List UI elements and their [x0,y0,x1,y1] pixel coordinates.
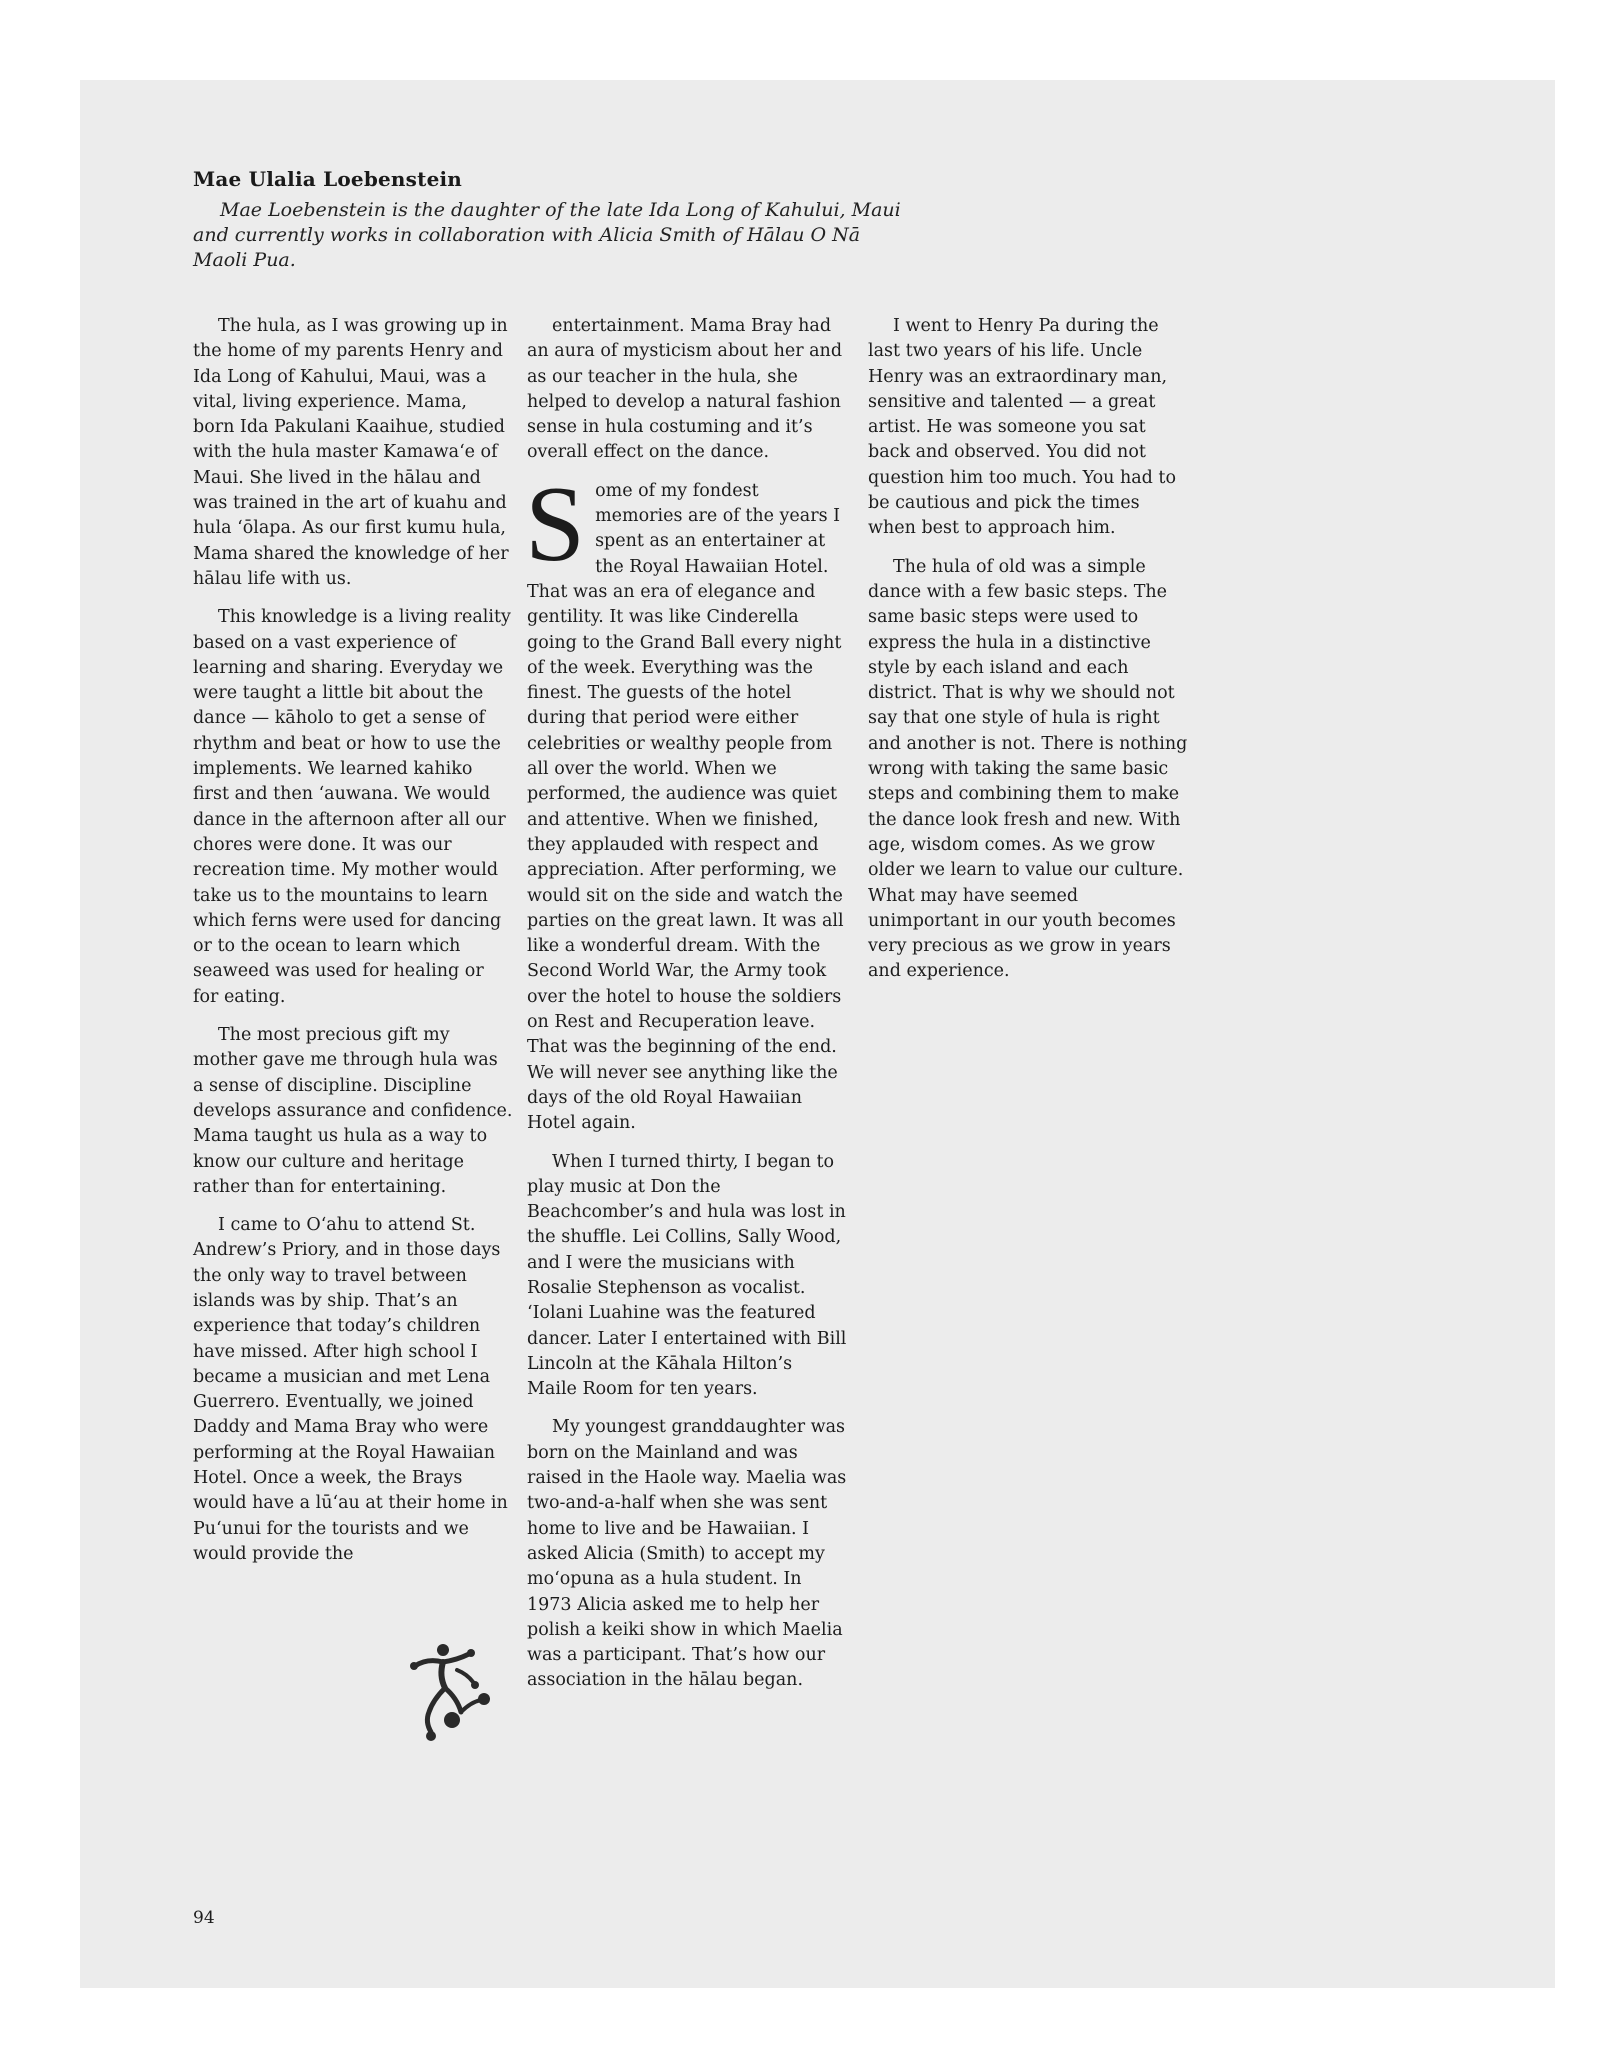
drop-cap-letter: S [525,464,586,584]
paragraph: When I turned thirty, I began to play music at Don the Beachcomber’s and hula was lost in the shuffle. Lei Collins, Sally Wood, and I were the musicians with Rosalie Stephenson as vocalist. ‘Iolani Luahine was the featured dancer. Later I entertained with Bill Lincoln at the Kāhala Hilton’s Maile Room for ten years. [527,1151,847,1400]
paragraph: I went to Henry Pa during the last two years of his life. Uncle Henry was an extraordinary man, sensitive and talented — a great artist. He was someone you sat back and observed. You did not question him too much. You had to be cautious and pick the times when best to approach him. [868,316,1177,539]
paragraph: The hula of old was a simple dance with a few basic steps. The same basic steps were used to express the hula in a distinctive style by each island and each district. That is why we should not say that one style of hula is right and another is not. There is nothing wrong with taking the same basic steps and combining them to make the dance look fresh and new. With age, wisdom comes. As we grow older we learn to value our culture. What may have seemed unimportant in our youth becomes very precious as we grow in years and experience. [868,556,1188,982]
paragraph: The hula, as I was growing up in the home of my parents Henry and Ida Long of Kahului, Maui, was a vital, living experience. Mama, born Ida Pakulani Kaaihue, studied with the hula master Kamawa‘e of Maui. She lived in the hālau and was trained in the art of kuahu and hula ‘ōlapa. As our first kumu hula, Mama shared the knowledge of her hālau life with us. [193,316,509,589]
text-column-1 [193,314,513,1580]
paragraph: My youngest granddaughter was born on the Mainland and was raised in the Haole way. Maelia was two-and-a-half when she was sent home to live and be Hawaiian. I asked Alicia (Smith) to accept my mo‘opuna as a hula student. In 1973 Alicia asked me to help her polish a keiki show in which Maelia was a participant. That’s how our association in the hālau began. [527,1417,847,1691]
text-column-3 [868,314,1188,998]
petroglyph-figure-icon [405,1640,495,1745]
paragraph: entertainment. Mama Bray had an aura of mysticism about her and as our teacher in the hula, she helped to develop a natural fashion sense in hula costuming and it’s overall effect on the dance. [527,316,843,463]
paragraph: This knowledge is a living reality based on a vast experience of learning and sharing. Everyday we were taught a little bit about the dance — kāholo to get a sense of rhythm and beat or how to use the implements. We learned kahiko first and then ‘auwana. We would dance in the afternoon after all our chores were done. It was our recreation time. My mother would take us to the mountains to learn which ferns were used for dancing or to the ocean to learn which seaweed was used for healing or for eating. [193,607,511,1007]
paragraph: I came to O‘ahu to attend St. Andrew’s Priory, and in those days the only way to travel between islands was by ship. That’s an experience that today’s children have missed. After high school I became a musician and met Lena Guerrero. Eventually, we joined Daddy and Mama Bray who were performing at the Royal Hawaiian Hotel. Once a week, the Brays would have a lū‘au at their home in Pu‘unui for the tourists and we would provide the [193,1215,508,1564]
text-column-2 [527,314,847,1707]
paragraph: The most precious gift my mother gave me through hula was a sense of discipline. Discipline develops assurance and confidence. Mama taught us hula as a way to know our culture and heritage rather than for entertaining. [193,1025,513,1197]
dropcap-paragraph [525,464,847,1137]
page-number: 94 [193,1908,215,1928]
article-header [193,166,913,273]
author-name: Mae Ulalia Loebenstein [193,167,463,191]
author-bio: Mae Loebenstein is the daughter of the late Ida Long of Kahului, Maui and currently works in collaboration with Alicia Smith of Hālau O Nā Maoli Pua. [193,199,901,271]
dropcap-paragraph-text: ome of my fondest memories are of the years I spent as an entertainer at the Royal Hawaiian Hotel. That was an era of elegance and gentility. It was like Cinderella going to the Grand Ball every night of the week. Everything was the finest. The guests of the hotel during that period were either celebrities or wealthy people from all over the world. When we performed, the audience was quiet and attentive. When we finished, they applauded with respect and appreciation. After performing, we would sit on the side and watch the parties on the great lawn. It was all like a wonderful dream. With the Second World War, the Army took over the hotel to house the soldiers on Rest and Recuperation leave. That was the beginning of the end. We will never see anything like the days of the old Royal Hawaiian Hotel again. [527,480,844,1134]
